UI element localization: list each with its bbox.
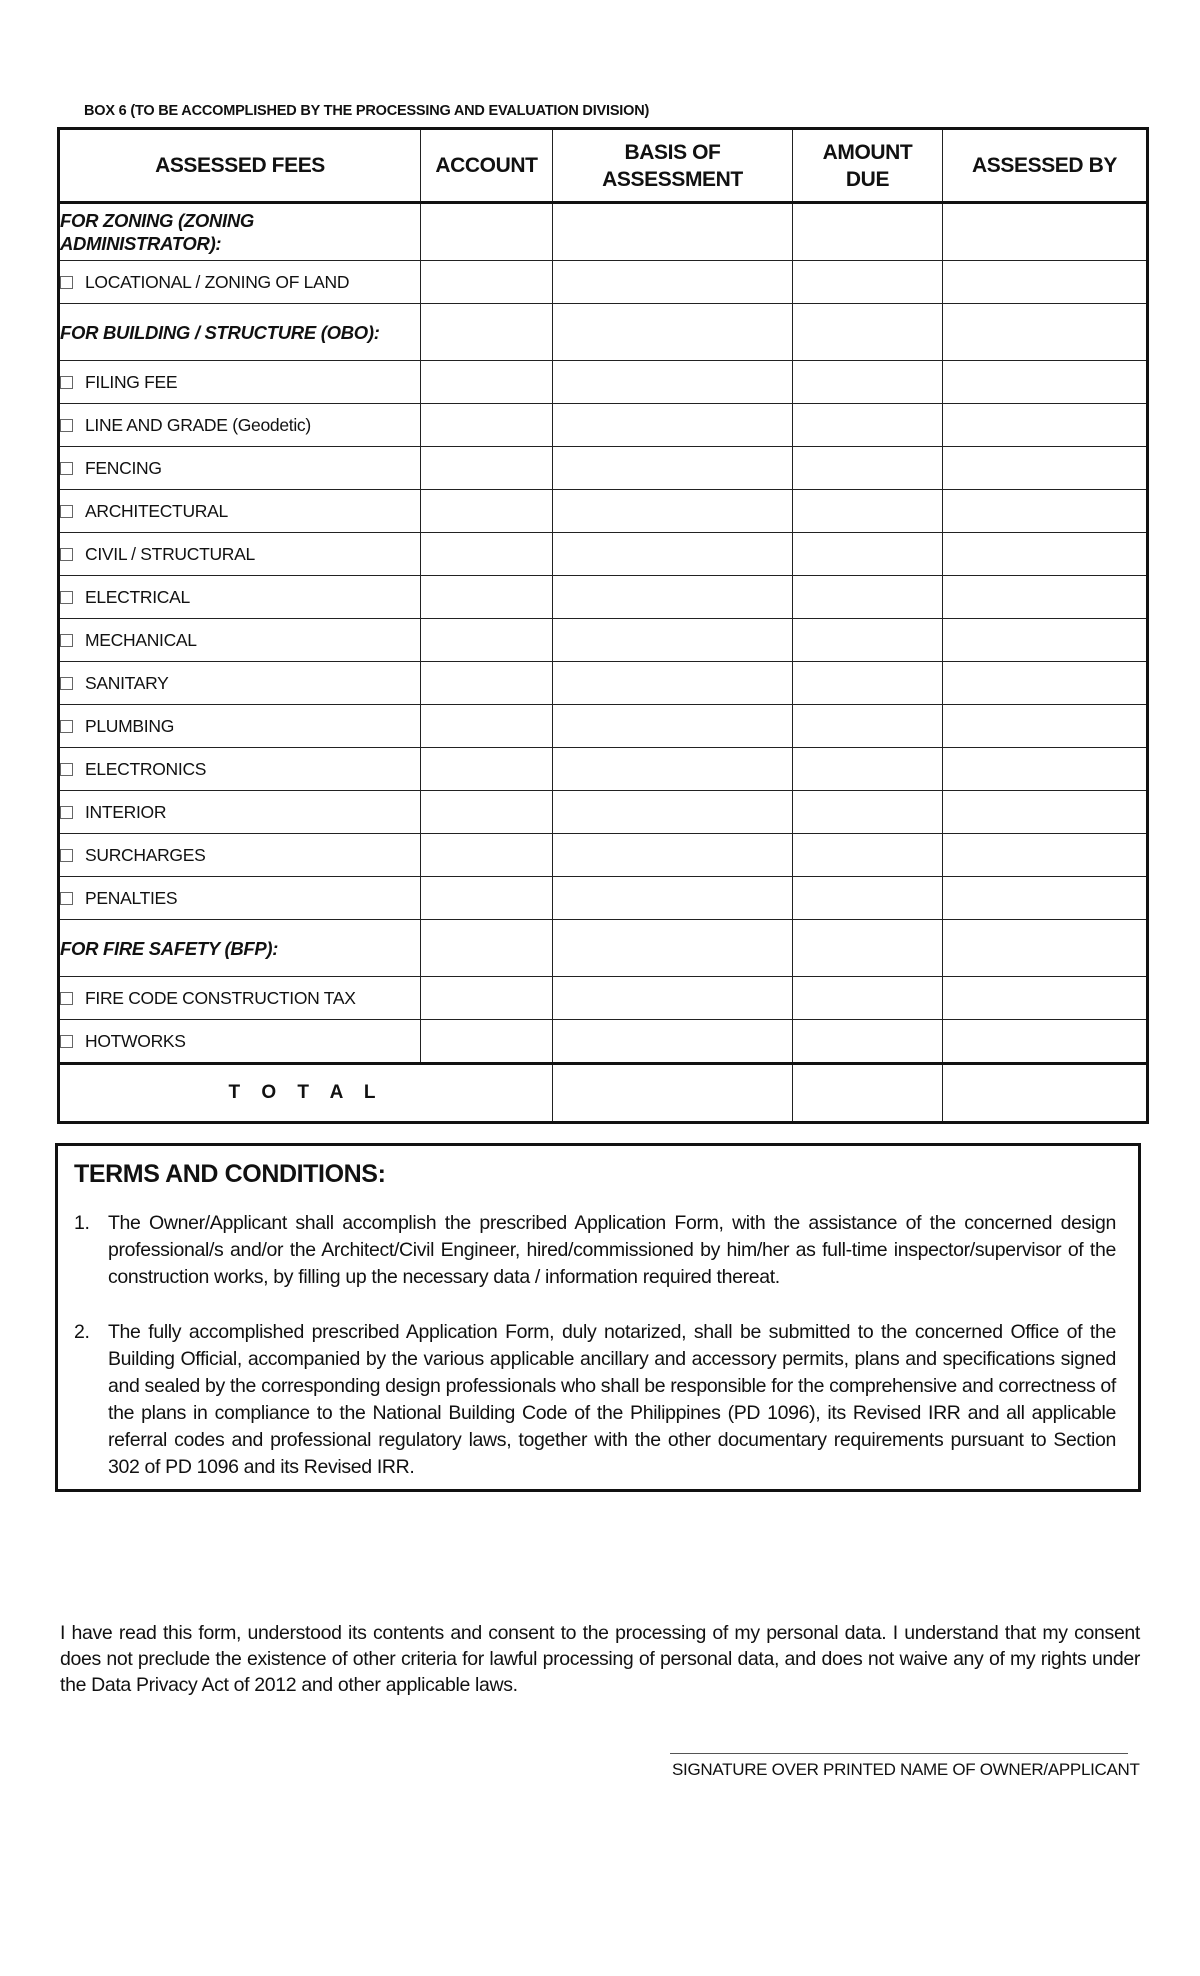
fee-label-cell <box>59 791 421 834</box>
assessed-by-cell[interactable] <box>943 361 1148 404</box>
amount-cell[interactable] <box>793 576 943 619</box>
fee-label-cell <box>59 533 421 576</box>
section-label-zoning-line1: FOR ZONING (ZONING <box>60 210 254 231</box>
account-cell[interactable] <box>421 447 553 490</box>
amount-cell[interactable] <box>793 705 943 748</box>
total-assessed-by-cell[interactable] <box>943 1064 1148 1123</box>
fee-row-penalties <box>59 877 1148 920</box>
term-item-1 <box>74 1210 1116 1291</box>
account-cell[interactable] <box>421 834 553 877</box>
fee-checkbox[interactable] <box>60 505 73 518</box>
fee-row-architectural <box>59 490 1148 533</box>
box-title: BOX 6 (TO BE ACCOMPLISHED BY THE PROCESSING AND EVALUATION DIVISION) <box>84 103 650 119</box>
fee-label-cell <box>59 977 421 1020</box>
fee-row-fire-code-tax <box>59 977 1148 1020</box>
fee-label: INTERIOR <box>85 801 167 822</box>
amount-cell[interactable] <box>793 447 943 490</box>
fee-checkbox[interactable] <box>60 1035 73 1048</box>
fee-label-cell <box>59 447 421 490</box>
header-assessed-fees: ASSESSED FEES <box>59 129 421 203</box>
amount-cell[interactable] <box>793 404 943 447</box>
account-cell[interactable] <box>421 791 553 834</box>
basis-cell[interactable] <box>553 533 793 576</box>
fee-row-electrical <box>59 576 1148 619</box>
header-amount-line1: AMOUNT <box>822 140 913 164</box>
basis-cell[interactable] <box>553 748 793 791</box>
basis-cell[interactable] <box>553 447 793 490</box>
fee-checkbox[interactable] <box>60 849 73 862</box>
fee-label-cell <box>59 834 421 877</box>
terms-heading: TERMS AND CONDITIONS: <box>74 1160 386 1188</box>
fee-checkbox[interactable] <box>60 720 73 733</box>
table-header-row <box>59 129 1148 203</box>
fee-label: CIVIL / STRUCTURAL <box>85 543 255 564</box>
account-cell[interactable] <box>421 920 553 977</box>
amount-cell[interactable] <box>793 361 943 404</box>
basis-cell[interactable] <box>553 834 793 877</box>
fee-label: FENCING <box>85 457 162 478</box>
fee-label: ARCHITECTURAL <box>85 500 228 521</box>
assessed-by-cell[interactable] <box>943 791 1148 834</box>
fee-checkbox[interactable] <box>60 591 73 604</box>
fee-checkbox[interactable] <box>60 677 73 690</box>
fee-label-cell <box>59 576 421 619</box>
terms-and-conditions-box <box>55 1143 1141 1492</box>
fee-checkbox[interactable] <box>60 376 73 389</box>
fee-label: PENALTIES <box>85 887 178 908</box>
assessed-by-cell[interactable] <box>943 834 1148 877</box>
assessed-by-cell[interactable] <box>943 304 1148 361</box>
fee-row-filing-fee <box>59 361 1148 404</box>
fee-label: LOCATIONAL / ZONING OF LAND <box>85 271 350 292</box>
fee-checkbox[interactable] <box>60 548 73 561</box>
basis-cell[interactable] <box>553 619 793 662</box>
amount-cell[interactable] <box>793 533 943 576</box>
total-amount-cell[interactable] <box>793 1064 943 1123</box>
header-basis-line2: ASSESSMENT <box>602 167 743 191</box>
fee-label-cell <box>59 877 421 920</box>
amount-cell[interactable] <box>793 304 943 361</box>
fee-label: FIRE CODE CONSTRUCTION TAX <box>85 987 356 1008</box>
fee-row-surcharges <box>59 834 1148 877</box>
amount-cell[interactable] <box>793 490 943 533</box>
fee-label: HOTWORKS <box>85 1030 186 1051</box>
term-number: 2. <box>74 1321 90 1343</box>
assessed-by-cell[interactable] <box>943 877 1148 920</box>
fee-label-cell <box>59 490 421 533</box>
account-cell[interactable] <box>421 490 553 533</box>
assessed-by-cell[interactable] <box>943 203 1148 261</box>
fee-row-hotworks <box>59 1020 1148 1064</box>
fee-row-interior <box>59 791 1148 834</box>
amount-cell[interactable] <box>793 203 943 261</box>
amount-cell[interactable] <box>793 662 943 705</box>
total-row <box>59 1064 1148 1123</box>
assessed-by-cell[interactable] <box>943 619 1148 662</box>
basis-cell[interactable] <box>553 705 793 748</box>
amount-cell[interactable] <box>793 748 943 791</box>
basis-cell[interactable] <box>553 576 793 619</box>
account-cell[interactable] <box>421 977 553 1020</box>
assessed-by-cell[interactable] <box>943 490 1148 533</box>
fee-checkbox[interactable] <box>60 992 73 1005</box>
account-cell[interactable] <box>421 533 553 576</box>
amount-cell[interactable] <box>793 977 943 1020</box>
section-row-building <box>59 304 1148 361</box>
assessed-by-cell[interactable] <box>943 1020 1148 1064</box>
fee-checkbox[interactable] <box>60 634 73 647</box>
fee-label: SANITARY <box>85 672 169 693</box>
fee-checkbox[interactable] <box>60 276 73 289</box>
section-label-fire: FOR FIRE SAFETY (BFP): <box>59 920 421 977</box>
assessed-by-cell[interactable] <box>943 533 1148 576</box>
basis-cell[interactable] <box>553 404 793 447</box>
section-row-fire <box>59 920 1148 977</box>
fee-label: FILING FEE <box>85 371 178 392</box>
account-cell[interactable] <box>421 619 553 662</box>
fee-row-mechanical <box>59 619 1148 662</box>
fee-label-cell <box>59 705 421 748</box>
fee-row-line-and-grade <box>59 404 1148 447</box>
term-text: The Owner/Applicant shall accomplish the prescribed Application Form, with the assistance of the concerned design professional/s and/or the Architect/Civil Engineer, hired/commissioned by him/her as full-time inspector/supervisor of the construction works, by filling up the necessary data / information required thereat. <box>108 1212 1116 1288</box>
header-assessed-by: ASSESSED BY <box>943 129 1148 203</box>
fee-label: PLUMBING <box>85 715 175 736</box>
account-cell[interactable] <box>421 361 553 404</box>
account-cell[interactable] <box>421 662 553 705</box>
header-account: ACCOUNT <box>421 129 553 203</box>
amount-cell[interactable] <box>793 791 943 834</box>
account-cell[interactable] <box>421 304 553 361</box>
signature-label: SIGNATURE OVER PRINTED NAME OF OWNER/APPLICANT <box>672 1760 1140 1779</box>
fee-label: SURCHARGES <box>85 844 206 865</box>
account-cell[interactable] <box>421 404 553 447</box>
fee-label-cell <box>59 261 421 304</box>
fee-checkbox[interactable] <box>60 806 73 819</box>
amount-cell[interactable] <box>793 877 943 920</box>
section-label-zoning-line2: ADMINISTRATOR): <box>60 233 222 254</box>
amount-cell[interactable] <box>793 1020 943 1064</box>
header-basis-line1: BASIS OF <box>624 140 721 164</box>
basis-cell[interactable] <box>553 261 793 304</box>
assessed-by-cell[interactable] <box>943 404 1148 447</box>
fee-checkbox[interactable] <box>60 763 73 776</box>
account-cell[interactable] <box>421 877 553 920</box>
basis-cell[interactable] <box>553 203 793 261</box>
section-row-zoning <box>59 203 1148 261</box>
term-text: The fully accomplished prescribed Application Form, duly notarized, shall be submitted to the concerned Office of the Building Official, accompanied by the various applicable ancillary and accessory permits, plans and specifications signed and sealed by the corresponding design professionals who shall be responsible for the comprehensive and correctness of the plans in compliance to the National Building Code of the Philippines (PD 1096), its Revised IRR and all applicable referral codes and professional regulatory laws, together with the other documentary requirements pursuant to Section 302 of PD 1096 and its Revised IRR. <box>108 1321 1116 1478</box>
total-label: T O T A L <box>59 1064 553 1123</box>
basis-cell[interactable] <box>553 1020 793 1064</box>
basis-cell[interactable] <box>553 304 793 361</box>
fee-row-electronics <box>59 748 1148 791</box>
account-cell[interactable] <box>421 203 553 261</box>
fee-checkbox[interactable] <box>60 462 73 475</box>
assessed-by-cell[interactable] <box>943 977 1148 1020</box>
account-cell[interactable] <box>421 705 553 748</box>
basis-cell[interactable] <box>553 662 793 705</box>
fee-label-cell <box>59 748 421 791</box>
fee-label: ELECTRICAL <box>85 586 190 607</box>
fee-label-cell <box>59 619 421 662</box>
section-label-building: FOR BUILDING / STRUCTURE (OBO): <box>59 304 421 361</box>
amount-cell[interactable] <box>793 619 943 662</box>
basis-cell[interactable] <box>553 877 793 920</box>
header-basis-of-assessment <box>553 129 793 203</box>
assessed-by-cell[interactable] <box>943 662 1148 705</box>
basis-cell[interactable] <box>553 490 793 533</box>
assessed-by-cell[interactable] <box>943 261 1148 304</box>
assessed-by-cell[interactable] <box>943 920 1148 977</box>
assessed-by-cell[interactable] <box>943 447 1148 490</box>
fee-row-sanitary <box>59 662 1148 705</box>
fee-label: LINE AND GRADE (Geodetic) <box>85 414 311 435</box>
fee-label-cell <box>59 361 421 404</box>
header-amount-due <box>793 129 943 203</box>
term-item-2 <box>74 1319 1116 1481</box>
assessed-fees-table <box>57 127 1149 1124</box>
basis-cell[interactable] <box>553 791 793 834</box>
basis-cell[interactable] <box>553 977 793 1020</box>
account-cell[interactable] <box>421 748 553 791</box>
fee-row-civil-structural <box>59 533 1148 576</box>
fee-label: MECHANICAL <box>85 629 197 650</box>
amount-cell[interactable] <box>793 920 943 977</box>
fee-label-cell <box>59 404 421 447</box>
fee-label: ELECTRONICS <box>85 758 207 779</box>
fee-label-cell <box>59 662 421 705</box>
fee-row-plumbing <box>59 705 1148 748</box>
assessed-by-cell[interactable] <box>943 576 1148 619</box>
fee-label-cell <box>59 1020 421 1064</box>
data-privacy-consent: I have read this form, understood its contents and consent to the processing of my personal data. I understand that my consent does not preclude the existence of other criteria for lawful processing of personal data, and does not waive any of my rights under the Data Privacy Act of 2012 and other applicable laws. <box>60 1622 1140 1696</box>
assessed-by-cell[interactable] <box>943 705 1148 748</box>
basis-cell[interactable] <box>553 920 793 977</box>
assessed-by-cell[interactable] <box>943 748 1148 791</box>
account-cell[interactable] <box>421 261 553 304</box>
fee-checkbox[interactable] <box>60 892 73 905</box>
signature-line[interactable] <box>670 1753 1128 1754</box>
fee-row-locational-zoning <box>59 261 1148 304</box>
account-cell[interactable] <box>421 576 553 619</box>
account-cell[interactable] <box>421 1020 553 1064</box>
header-amount-line2: DUE <box>845 167 890 191</box>
fee-row-fencing <box>59 447 1148 490</box>
basis-cell[interactable] <box>553 361 793 404</box>
section-label-zoning <box>59 203 421 261</box>
amount-cell[interactable] <box>793 261 943 304</box>
term-number: 1. <box>74 1212 90 1234</box>
fee-checkbox[interactable] <box>60 419 73 432</box>
total-basis-cell[interactable] <box>553 1064 793 1123</box>
amount-cell[interactable] <box>793 834 943 877</box>
